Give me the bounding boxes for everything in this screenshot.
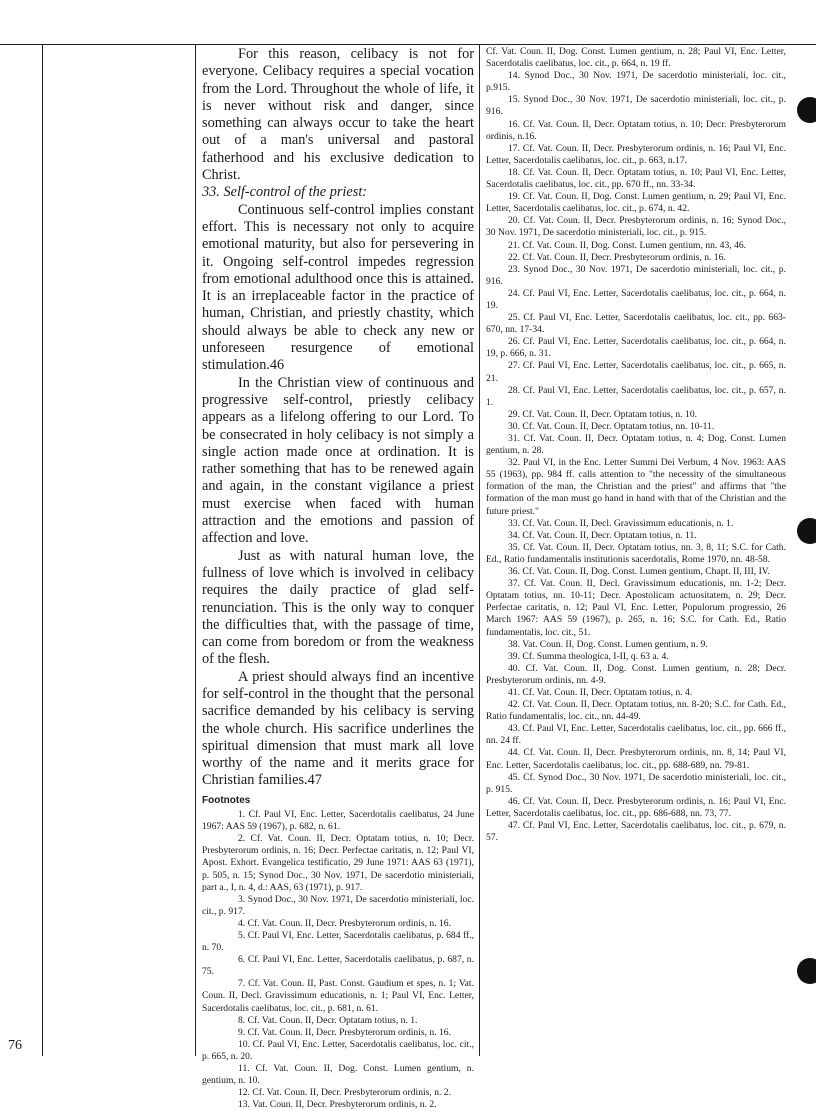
footnote: 32. Paul VI, in the Enc. Letter Summi Dei Verbum, 4 Nov. 1963: AAS 55 (1963), pp. 984 ff. calls attention to "the necessity of the simultaneous formation of the man, the Christian and the priest" and affirms that "the formation of the man must go hand in hand with that of the Christian and the future priest." <box>486 457 786 517</box>
footnote: 5. Cf. Paul VI, Enc. Letter, Sacerdotalis caelibatus, p. 684 ff., n. 70. <box>202 930 474 954</box>
footnote: 34. Cf. Vat. Coun. II, Decr. Optatam totius, n. 11. <box>508 529 697 541</box>
margin-rule-left <box>42 44 43 1056</box>
footnote: 47. Cf. Paul VI, Enc. Letter, Sacerdotalis caelibatus, loc. cit., p. 679, n. 57. <box>486 820 786 844</box>
footnote: 2. Cf. Vat. Coun. II, Decr. Optatam totius, n. 10; Decr. Presbyterorum ordinis, n. 16; Decr. Perfectae caritatis, n. 12; Paul VI, Apost. Exhort. Evangelica testificatio, 29 June 1971: AAS 63 (1971), p. 505, n. 15; Synod Doc., 30 Nov. 1971, De sacerdotio ministeriali, part a., I, n. 4, d.: AAS, 63 (1971), p. 917. <box>202 833 474 893</box>
footnote: 33. Cf. Vat. Coun. II, Decl. Gravissimum educationis, n. 1. <box>508 517 734 529</box>
footnote: 43. Cf. Paul VI, Enc. Letter, Sacerdotalis caelibatus, loc. cit., pp. 666 ff., nn. 24 ff. <box>486 723 786 747</box>
footnote: 9. Cf. Vat. Coun. II, Decr. Presbyterorum ordinis, n. 16. <box>238 1026 451 1038</box>
footnote: 3. Synod Doc., 30 Nov. 1971, De sacerdotio ministeriali, loc. cit., p. 917. <box>202 893 474 917</box>
footnote: 21. Cf. Vat. Coun. II, Dog. Const. Lumen gentium, nn. 43, 46. <box>508 239 747 251</box>
footnotes-left <box>202 809 474 1111</box>
section-heading: 33. Self-control of the priest: <box>202 184 368 201</box>
footnotes-heading: Footnotes <box>202 794 251 806</box>
footnote: Cf. Vat. Coun. II, Dog. Const. Lumen gentium, n. 28; Paul VI, Enc. Letter, Sacerdotalis caelibatus, loc. cit., p. 664, n. 19 ff. <box>486 46 786 70</box>
footnote: 18. Cf. Vat. Coun. II, Decr. Optatam totius, n. 10; Paul VI, Enc. Letter, Sacerdotalis caelibatus, loc. cit., pp. 670 ff., nn. 33-34. <box>486 166 786 191</box>
footnote: 4. Cf. Vat. Coun. II, Decr. Presbyterorum ordinis, n. 16. <box>238 917 451 929</box>
footnote: 20. Cf. Vat. Coun. II, Decr. Presbyterorum ordinis, n. 16; Synod Doc., 30 Nov. 1971, De sacerdotio ministeriali, loc. cit., p. 915. <box>486 215 786 239</box>
main-text-column <box>202 46 474 1111</box>
footnote: 11. Cf. Vat. Coun. II, Dog. Const. Lumen gentium, n. gentium, n. 10. <box>202 1063 474 1087</box>
paragraph: In the Christian view of continuous and progressive self-control, priestly celibacy appears as a lifelong offering to our Lord. To be consecrated in holy celibacy is not simply a single action made once at ordination. It is rather something that has to be renewed again and again, in the constant vigilance a priest must exercise when faced with human attraction and the emotions and passion of affection and love. <box>202 374 474 547</box>
footnote: 16. Cf. Vat. Coun. II, Decr. Optatam totius, n. 10; Decr. Presbyterorum ordinis, n.16. <box>486 118 786 142</box>
paragraph: Just as with natural human love, the fullness of love which is involved in celibacy requires the daily practice of glad self-renunciation. This is the only way to conquer the difficulties that, with the passage of time, can come from boredom or from the weakness of the flesh. <box>202 547 474 668</box>
footnote: 25. Cf. Paul VI, Enc. Letter, Sacerdotalis caelibatus, loc. cit., pp. 663-670, nn. 17-34. <box>486 312 786 336</box>
footnote: 6. Cf. Paul VI, Enc. Letter, Sacerdotalis caelibatus, p. 687, n. 75. <box>202 954 474 978</box>
footnotes-right <box>486 46 786 844</box>
footnote: 28. Cf. Paul VI, Enc. Letter, Sacerdotalis caelibatus, loc. cit., p. 657, n. 1. <box>486 384 786 408</box>
footnote: 38. Vat. Coun. II, Dog. Const. Lumen gentium, n. 9. <box>508 638 708 650</box>
footnote: 35. Cf. Vat. Coun. II, Decr. Optatam totius, nn. 3, 8, 11; S.C. for Cath. Ed., Ratio fundamentalis institutionis sacerdotalis, Rome 1970, nn. 48-58. <box>486 541 786 565</box>
footnote: 22. Cf. Vat. Coun. II, Decr. Presbyterorum ordinis, n. 16. <box>508 251 726 263</box>
margin-rule-inner <box>195 44 196 1056</box>
footnote: 1. Cf. Paul VI, Enc. Letter, Sacerdotalis caelibatus, 24 June 1967: AAS 59 (1967), p. 682, n. 61. <box>202 809 474 833</box>
punch-hole-3 <box>797 958 816 984</box>
footnote: 36. Cf. Vat. Coun. II, Dog. Const. Lumen gentium, Chapt. II, III, IV. <box>508 566 770 578</box>
footnote: 45. Cf. Synod Doc., 30 Nov. 1971, De sacerdotio ministeriali, loc. cit., p. 915. <box>486 771 786 795</box>
column-divider <box>479 44 480 1056</box>
footnote: 41. Cf. Vat. Coun. II, Decr. Optatam totius, n. 4. <box>508 686 693 698</box>
footnote: 12. Cf. Vat. Coun. II, Decr. Presbyterorum ordinis, n. 2. <box>238 1087 451 1099</box>
footnote: 13. Vat. Coun. II, Decr. Presbyterorum ordinis, n. 2. <box>238 1099 437 1111</box>
page-number: 76 <box>8 1038 22 1053</box>
footnote: 27. Cf. Paul VI, Enc. Letter, Sacerdotalis caelibatus, loc. cit., p. 665, n. 21. <box>486 360 786 384</box>
footnote: 44. Cf. Vat. Coun. II, Decr. Presbyterorum ordinis, nn. 8, 14; Paul VI, Enc. Letter, Sacerdotalis caelibatus, loc. cit., pp. 688-689, nn. 79-81. <box>486 747 786 771</box>
footnote: 10. Cf. Paul VI, Enc. Letter, Sacerdotalis caelibatus, loc. cit., p. 665, n. 20. <box>202 1038 474 1062</box>
punch-hole-1 <box>797 97 816 123</box>
footnote: 19. Cf. Vat. Coun. II, Dog. Const. Lumen gentium, n. 29; Paul VI, Enc. Letter, Sacerdotalis caelibatus, loc. cit., p. 674, n. 42. <box>486 191 786 215</box>
footnote: 37. Cf. Vat. Coun. II, Decl. Gravissimum educationis, nn. 1-2; Decr. Optatam totius, nn. 10-11; Decr. Apostolicam actuositatem, n. 29; Decr. Perfectae caritatis, n. 12; Paul VI, Enc. Letter, Populorum progressio, 26 March 1967: AAS 59 (1967), p. 265, n. 16; S.C. for Cath. Ed., Ratio fundamentalis, loc. cit., 51. <box>486 578 786 638</box>
paragraph: Continuous self-control implies constant effort. This is necessary not only to acquire emotional maturity, but also for persevering in it. Ongoing self-control impedes regression from emotional adulthood once this is attained. It is an irreplaceable factor in the practice of human, Christian, and priestly chastity, which should always be able to check any new or unforeseen resurgence of emotional stimulation.46 <box>202 201 474 374</box>
footnote: 23. Synod Doc., 30 Nov. 1971, De sacerdotio ministeriali, loc. cit., p. 916. <box>486 263 786 287</box>
footnote: 14. Synod Doc., 30 Nov. 1971, De sacerdotio ministeriali, loc. cit., p.915. <box>486 70 786 94</box>
footnote: 46. Cf. Vat. Coun. II, Decr. Presbyterorum ordinis, n. 16; Paul VI, Enc. Letter, Sacerdotalis caelibatus, loc. cit., pp. 686-688, nn. 73, 77. <box>486 795 786 819</box>
paragraph: A priest should always find an incentive for self-control in the thought that the personal sacrifice demanded by his celibacy is serving the whole church. His sacrifice underlines the spiritual dimension that must mark all love worthy of the name and it merits grace for Christian families.47 <box>202 668 474 789</box>
footnote: 39. Cf. Summa theologica, I-II, q. 63 a. 4. <box>508 650 669 662</box>
punch-hole-2 <box>797 518 816 544</box>
footnote: 15. Synod Doc., 30 Nov. 1971, De sacerdotio ministeriali, loc. cit., p. 916. <box>486 94 786 118</box>
footnote: 42. Cf. Vat. Coun. II, Decr. Optatam totius, nn. 8-20; S.C. for Cath. Ed., Ratio fundamentalis, loc. cit., nn. 44-49. <box>486 699 786 723</box>
footnote: 31. Cf. Vat. Coun. II, Decr. Optatam totius, n. 4; Dog. Const. Lumen gentium, n. 28. <box>486 433 786 457</box>
footnote: 30. Cf. Vat. Coun. II, Decr. Optatam totius, nn. 10-11. <box>508 420 715 432</box>
paragraph: For this reason, celibacy is not for everyone. Celibacy requires a special vocation from the Lord. Throughout the whole of life, it is never without risk and danger, since something can always occur to take the heart out of a man's universal and pastoral fatherhood and his exclusive dedication to Christ. <box>202 46 474 184</box>
footnote: 24. Cf. Paul VI, Enc. Letter, Sacerdotalis caelibatus, loc. cit., p. 664, n. 19. <box>486 287 786 311</box>
footnote: 7. Cf. Vat. Coun. II, Past. Const. Gaudium et spes, n. 1; Vat. Coun. II, Decl. Gravissimum educationis, n. 1; Paul VI, Enc. Letter, Sacerdotalis caelibatus, loc. cit., p. 681, n. 61. <box>202 978 474 1014</box>
footnote: 17. Cf. Vat. Coun. II, Decr. Presbyterorum ordinis, n. 16; Paul VI, Enc. Letter, Sacerdotalis caelibatus, loc. cit., p. 663, n.17. <box>486 142 786 166</box>
footnote: 29. Cf. Vat. Coun. II, Decr. Optatam totius, n. 10. <box>508 408 698 420</box>
footnote: 26. Cf. Paul VI, Enc. Letter, Sacerdotalis caelibatus, loc. cit., p. 664, n. 19, p. 666, n. 31. <box>486 336 786 360</box>
footnote: 8. Cf. Vat. Coun. II, Decr. Optatam totius, n. 1. <box>238 1014 418 1026</box>
footnote: 40. Cf. Vat. Coun. II, Dog. Const. Lumen gentium, n. 28; Decr. Presbyterorum ordinis, nn. 4-9. <box>486 662 786 686</box>
